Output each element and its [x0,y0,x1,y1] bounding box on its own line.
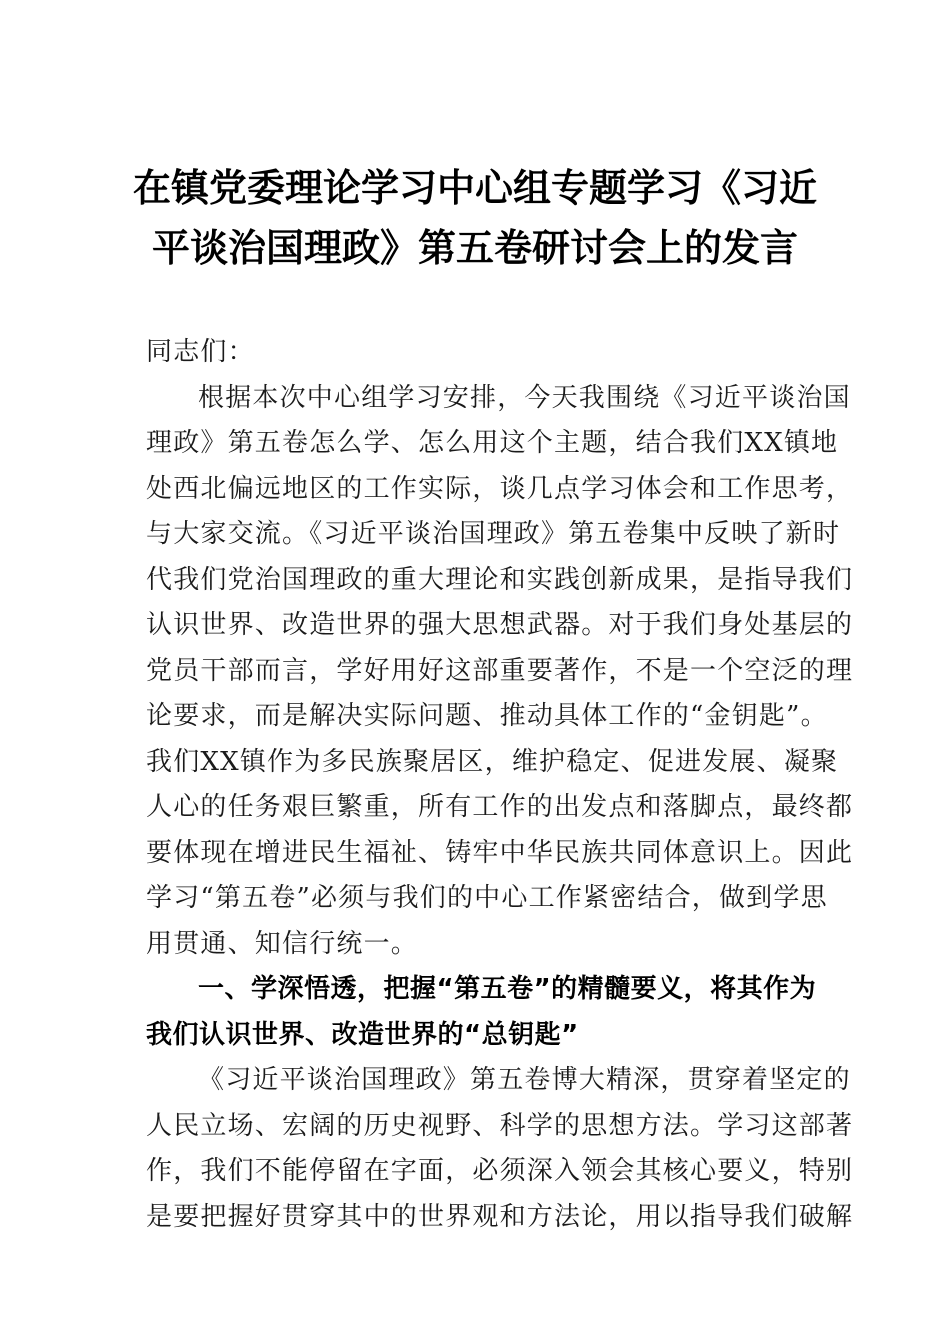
paragraph-line: 代我们党治国理政的重大理论和实践创新成果，是指导我们 [146,564,854,595]
paragraph-1 [146,376,854,968]
paragraph-line: 《习近平谈治国理政》第五卷博大精深，贯穿着坚定的 [198,1065,851,1095]
paragraph-line: 用贯通、知信行统一。 [146,928,419,959]
paragraph-line: 学习“第五卷”必须与我们的中心工作紧密结合，做到学思 [146,883,828,913]
paragraph-line: 论要求，而是解决实际问题、推动具体工作的“金钥匙”。 [146,701,828,731]
salutation: 同志们： [146,337,255,367]
paragraph-line: 与大家交流。《习近平谈治国理政》第五卷集中反映了新时 [146,519,841,549]
document-title [0,158,950,278]
paragraph-2 [146,1058,854,1240]
document-body [146,330,854,1240]
paragraph-line: 人心的任务艰巨繁重，所有工作的出发点和落脚点，最终都 [146,792,854,822]
paragraph-line: 党员干部而言，学好用好这部重要著作，不是一个空泛的理 [146,655,854,686]
paragraph-line: 作，我们不能停留在字面，必须深入领会其核心要义，特别 [146,1156,854,1186]
paragraph-line: 根据本次中心组学习安排，今天我围绕《习近平谈治国 [198,382,851,413]
heading-line: 我们认识世界、改造世界的“总钥匙” [146,1019,579,1050]
paragraph-line: 人民立场、宏阔的历史视野、科学的思想方法。学习这部著 [146,1110,854,1141]
paragraph-line: 我们XX镇作为多民族聚居区，维护稳定、促进发展、凝聚 [146,746,839,777]
paragraph-line: 认识世界、改造世界的强大思想武器。对于我们身处基层的 [146,610,854,640]
paragraph-line: 理政》第五卷怎么学、怎么用这个主题，结合我们XX镇地 [146,428,839,458]
paragraph-line: 要体现在增进民生福祉、铸牢中华民族共同体意识上。因此 [146,837,854,868]
heading-line: 一、学深悟透，把握“第五卷”的精髓要义，将其作为 [198,974,817,1004]
title-line-1: 在镇党委理论学习中心组专题学习《习近 [132,165,817,210]
paragraph-line: 是要把握好贯穿其中的世界观和方法论，用以指导我们破解 [146,1201,854,1232]
paragraph-line: 处西北偏远地区的工作实际，谈几点学习体会和工作思考， [146,473,854,504]
title-line-2: 平谈治国理政》第五卷研讨会上的发言 [151,225,798,270]
section-heading-1 [146,967,817,1058]
